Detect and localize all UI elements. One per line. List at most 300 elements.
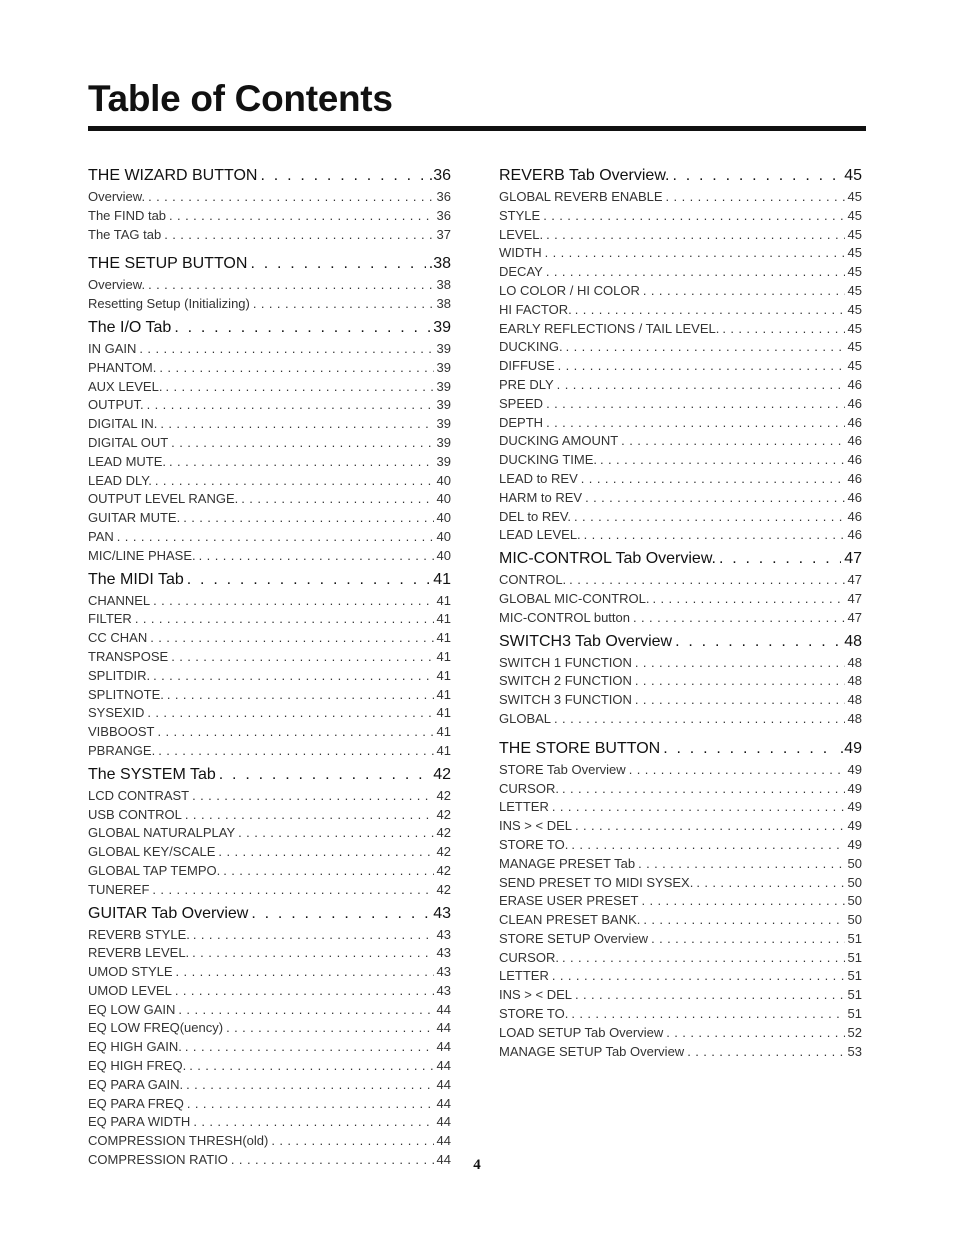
toc-entry-title: EQ HIGH FREQ.: [88, 1058, 187, 1074]
toc-page-number: 52: [847, 1024, 862, 1040]
toc-entry-title: SYSEXID: [88, 705, 145, 721]
toc-page-number: 48: [847, 692, 862, 708]
toc-entry[interactable]: [499, 302, 862, 321]
toc-entry[interactable]: [88, 1114, 451, 1133]
toc-page-number: 41: [433, 570, 451, 588]
toc-entry-title: EQ PARA GAIN.: [88, 1076, 184, 1092]
toc-page-number: 37: [436, 226, 451, 242]
toc-entry[interactable]: [88, 611, 451, 630]
toc-page-number: 50: [847, 874, 862, 890]
toc-entry[interactable]: [499, 509, 862, 528]
toc-entry[interactable]: [499, 283, 862, 302]
toc-leader-dots: [629, 762, 845, 777]
toc-leader-dots: [643, 912, 844, 927]
toc-page-number: 39: [436, 340, 451, 356]
toc-leader-dots: [574, 509, 845, 524]
toc-leader-dots: [566, 339, 845, 354]
toc-leader-dots: [218, 844, 433, 859]
toc-page-number: 36: [436, 207, 451, 223]
toc-page-number: 50: [847, 912, 862, 928]
toc-leader-dots: [175, 983, 434, 998]
toc-page-number: 50: [847, 893, 862, 909]
toc-page-number: 41: [436, 742, 451, 758]
toc-entry-title: LOAD SETUP Tab Overview: [499, 1024, 664, 1040]
toc-entry-title: DUCKING TIME.: [499, 452, 597, 468]
toc-entry[interactable]: [88, 491, 451, 510]
toc-entry-title: FILTER: [88, 611, 132, 627]
toc-section-heading[interactable]: [88, 319, 451, 341]
toc-page-number: 44: [436, 1114, 451, 1130]
toc-page-number: 49: [847, 818, 862, 834]
toc-page-number: 47: [847, 572, 862, 588]
toc-leader-dots: [672, 167, 841, 185]
toc-leader-dots: [167, 687, 434, 702]
toc-entry[interactable]: [499, 610, 862, 629]
toc-page-number: 42: [436, 806, 451, 822]
toc-entry-title: HARM to REV: [499, 489, 583, 505]
toc-page-number: 41: [436, 705, 451, 721]
toc-entry[interactable]: [499, 893, 862, 912]
toc-page-number: 42: [436, 881, 451, 897]
toc-page-number: 44: [436, 1001, 451, 1017]
toc-leader-dots: [147, 397, 434, 412]
toc-leader-dots: [219, 766, 430, 784]
toc-leader-dots: [176, 964, 434, 979]
toc-entry-title: The MIDI Tab: [88, 570, 184, 588]
toc-leader-dots: [569, 572, 844, 587]
toc-entry[interactable]: [499, 673, 862, 692]
toc-leader-dots: [148, 277, 433, 292]
toc-entry[interactable]: [88, 743, 451, 762]
toc-entry-title: COMPRESSION RATIO: [88, 1152, 228, 1168]
toc-entry-title: MIC-CONTROL button: [499, 609, 630, 625]
toc-page-number: 46: [847, 508, 862, 524]
toc-leader-dots: [633, 610, 845, 625]
toc-entry[interactable]: [499, 856, 862, 875]
toc-entry-title: LCD CONTRAST: [88, 787, 190, 803]
toc-page-number: 51: [847, 968, 862, 984]
toc-page-number: 44: [436, 1039, 451, 1055]
toc-section-heading[interactable]: [88, 571, 451, 593]
toc-entry-title: DUCKING.: [499, 339, 563, 355]
toc-page-number: 51: [847, 930, 862, 946]
toc-entry-title: UMOD LEVEL: [88, 982, 172, 998]
toc-page-number: 46: [847, 414, 862, 430]
toc-page-number: 45: [847, 339, 862, 355]
toc-leader-dots: [687, 1044, 844, 1059]
toc-entry[interactable]: [88, 807, 451, 826]
toc-entry[interactable]: [499, 912, 862, 931]
toc-entry[interactable]: [88, 705, 451, 724]
toc-leader-dots: [652, 591, 844, 606]
toc-entry-title: DEL to REV.: [499, 508, 572, 524]
toc-entry-title: REVERB STYLE.: [88, 926, 190, 942]
toc-leader-dots: [552, 968, 845, 983]
toc-page-number: 44: [436, 1133, 451, 1149]
toc-entry-title: GLOBAL MIC-CONTROL.: [499, 590, 650, 606]
toc-entry[interactable]: [88, 687, 451, 706]
toc-entry[interactable]: [499, 415, 862, 434]
toc-leader-dots: [189, 1058, 433, 1073]
toc-entry-title: DIFFUSE: [499, 358, 555, 374]
toc-entry-title: REVERB LEVEL.: [88, 945, 190, 961]
toc-page-number: 53: [847, 1043, 862, 1059]
page-title: Table of Contents: [88, 78, 393, 119]
toc-page-number: 44: [436, 1076, 451, 1092]
toc-entry[interactable]: [499, 264, 862, 283]
toc-entry[interactable]: [88, 882, 451, 901]
toc-leader-dots: [193, 927, 434, 942]
toc-page-number: 43: [436, 926, 451, 942]
toc-entry[interactable]: [499, 875, 862, 894]
toc-entry[interactable]: [88, 668, 451, 687]
toc-page-number: 39: [436, 453, 451, 469]
toc-leader-dots: [171, 649, 433, 664]
toc-entry-title: OUTPUT.: [88, 397, 144, 413]
toc-leader-dots: [675, 633, 841, 651]
toc-entry[interactable]: [499, 358, 862, 377]
toc-entry[interactable]: [88, 1077, 451, 1096]
toc-entry-title: USB CONTROL: [88, 806, 182, 822]
toc-leader-dots: [600, 452, 845, 467]
toc-leader-dots: [543, 208, 844, 223]
toc-entry[interactable]: [88, 227, 451, 246]
toc-page-number: 45: [847, 320, 862, 336]
toc-entry-title: VIBBOOST: [88, 724, 155, 740]
toc-entry[interactable]: [88, 724, 451, 743]
toc-leader-dots: [159, 360, 433, 375]
toc-leader-dots: [575, 987, 845, 1002]
toc-entry[interactable]: [88, 208, 451, 227]
toc-entry[interactable]: [88, 189, 451, 208]
toc-entry-title: Resetting Setup (Initializing): [88, 296, 250, 312]
toc-entry[interactable]: [88, 945, 451, 964]
toc-page-number: 47: [844, 550, 862, 568]
toc-leader-dots: [643, 283, 845, 298]
toc-page-number: 41: [436, 592, 451, 608]
toc-page-number: 45: [847, 301, 862, 317]
toc-leader-dots: [584, 527, 845, 542]
toc-entry[interactable]: [88, 435, 451, 454]
toc-entry[interactable]: [88, 1058, 451, 1077]
toc-entry[interactable]: [88, 397, 451, 416]
toc-page-number: 39: [433, 318, 451, 336]
toc-entry-title: WIDTH: [499, 245, 542, 261]
toc-entry[interactable]: [88, 1133, 451, 1152]
toc-entry-title: SWITCH 1 FUNCTION: [499, 654, 632, 670]
toc-leader-dots: [135, 611, 434, 626]
toc-entry[interactable]: [499, 471, 862, 490]
toc-entry[interactable]: [499, 189, 862, 208]
toc-leader-dots: [545, 245, 845, 260]
toc-entry-title: STORE SETUP Overview: [499, 930, 649, 946]
toc-entry[interactable]: [88, 593, 451, 612]
toc-entry[interactable]: [499, 655, 862, 674]
toc-entry-title: LETTER: [499, 968, 549, 984]
toc-leader-dots: [178, 1002, 433, 1017]
toc-leader-dots: [546, 264, 845, 279]
toc-entry[interactable]: [88, 630, 451, 649]
toc-entry-title: DIGITAL IN.: [88, 416, 158, 432]
toc-entry[interactable]: [88, 529, 451, 548]
toc-section-heading[interactable]: [88, 255, 451, 277]
toc-entry[interactable]: [88, 927, 451, 946]
toc-entry[interactable]: [88, 964, 451, 983]
toc-leader-dots: [271, 1133, 433, 1148]
toc-entry-title: INS > < DEL: [499, 818, 572, 834]
toc-entry[interactable]: [499, 339, 862, 358]
toc-entry[interactable]: [499, 1006, 862, 1025]
toc-entry-title: EQ LOW GAIN: [88, 1001, 176, 1017]
toc-entry[interactable]: [88, 649, 451, 668]
toc-page-number: 43: [433, 904, 451, 922]
toc-entry[interactable]: [499, 1044, 862, 1063]
toc-leader-dots: [552, 799, 845, 814]
title-rule: [88, 126, 866, 131]
toc-leader-dots: [185, 807, 434, 822]
toc-leader-dots: [150, 630, 433, 645]
toc-page-number: 39: [436, 434, 451, 450]
toc-entry-title: STYLE: [499, 207, 541, 223]
toc-entry-title: The FIND tab: [88, 207, 167, 223]
toc-entry-title: OUTPUT LEVEL RANGE.: [88, 491, 239, 507]
toc-entry-title: LEAD LEVEL.: [499, 527, 581, 543]
toc-section-heading[interactable]: [88, 766, 451, 788]
toc-entry-title: LEAD DLY.: [88, 472, 152, 488]
toc-entry[interactable]: [499, 245, 862, 264]
toc-entry-title: EQ HIGH GAIN.: [88, 1039, 182, 1055]
toc-entry[interactable]: [499, 490, 862, 509]
toc-page-number: 41: [436, 667, 451, 683]
toc-entry-title: DIGITAL OUT: [88, 434, 169, 450]
toc-leader-dots: [571, 837, 844, 852]
toc-entry-title: THE WIZARD BUTTON: [88, 167, 258, 184]
toc-page-number: 45: [847, 264, 862, 280]
toc-leader-dots: [722, 321, 844, 336]
toc-page-number: 42: [433, 765, 451, 783]
toc-entry-title: SWITCH 3 FUNCTION: [499, 692, 632, 708]
toc-entry-title: The I/O Tab: [88, 318, 172, 336]
toc-page-number: 47: [847, 590, 862, 606]
toc-leader-dots: [663, 740, 837, 758]
toc-leader-dots: [187, 571, 430, 589]
toc-entry[interactable]: [88, 277, 451, 296]
toc-entry-title: The TAG tab: [88, 226, 162, 242]
toc-page-number: 51: [847, 1006, 862, 1022]
toc-page-number: 46: [847, 489, 862, 505]
toc-leader-dots: [185, 1039, 434, 1054]
toc-entry-title: INS > < DEL: [499, 987, 572, 1003]
toc-page-number: .38: [428, 255, 451, 273]
toc-page-number: 38: [436, 277, 451, 293]
toc-leader-dots: [192, 788, 433, 803]
toc-section-heading[interactable]: [499, 550, 862, 572]
toc-entry[interactable]: [499, 692, 862, 711]
toc-entry-title: DUCKING AMOUNT: [499, 433, 619, 449]
toc-entry-title: TUNEREF: [88, 881, 150, 897]
toc-entry[interactable]: [499, 396, 862, 415]
toc-entry[interactable]: [499, 762, 862, 781]
toc-leader-dots: [241, 491, 433, 506]
toc-entry[interactable]: [88, 510, 451, 529]
toc-leader-dots: [171, 435, 433, 450]
toc-entry[interactable]: [499, 433, 862, 452]
toc-entry-title: LO COLOR / HI COLOR: [499, 282, 640, 298]
toc-section-heading[interactable]: [88, 905, 451, 927]
toc-page-number: 41: [436, 611, 451, 627]
toc-leader-dots: [253, 296, 434, 311]
toc-leader-dots: [139, 341, 433, 356]
toc-leader-dots: [186, 1077, 433, 1092]
page-number: 4: [473, 1157, 481, 1173]
toc-page-number: 49: [847, 780, 862, 796]
toc-entry[interactable]: [88, 548, 451, 567]
toc-entry[interactable]: [88, 844, 451, 863]
toc-page-number: 39: [436, 416, 451, 432]
toc-entry-title: TRANSPOSE: [88, 648, 169, 664]
toc-page-number: 38: [436, 296, 451, 312]
toc-page-number: 44: [436, 1058, 451, 1074]
toc-leader-dots: [546, 415, 844, 430]
toc-page-number: 42: [436, 844, 451, 860]
toc-entry[interactable]: [88, 1039, 451, 1058]
toc-entry-title: GLOBAL TAP TEMPO.: [88, 862, 221, 878]
toc-leader-dots: [155, 473, 434, 488]
toc-leader-dots: [666, 1025, 844, 1040]
toc-entry-title: PBRANGE.: [88, 742, 156, 758]
toc-entry[interactable]: [499, 527, 862, 546]
toc-entry[interactable]: [499, 818, 862, 837]
toc-entry[interactable]: [499, 591, 862, 610]
toc-leader-dots: [183, 510, 433, 525]
toc-entry-title: EQ LOW FREQ(uency): [88, 1020, 224, 1036]
toc-entry-title: SWITCH 2 FUNCTION: [499, 673, 632, 689]
toc-section-heading[interactable]: [499, 633, 862, 655]
toc-entry[interactable]: [88, 863, 451, 882]
toc-leader-dots: [153, 668, 433, 683]
toc-section-heading[interactable]: [499, 740, 862, 762]
toc-page-number: 49: [847, 799, 862, 815]
toc-entry[interactable]: [499, 321, 862, 340]
toc-page-number: 42: [436, 825, 451, 841]
toc-entry-title: PHANTOM.: [88, 359, 157, 375]
toc-entry[interactable]: [88, 473, 451, 492]
toc-leader-dots: [174, 319, 430, 337]
toc-entry[interactable]: [88, 825, 451, 844]
toc-page-number: 45: [844, 167, 862, 184]
toc-entry-title: PRE DLY: [499, 376, 554, 392]
toc-leader-dots: [226, 1020, 433, 1035]
toc-entry[interactable]: [88, 1002, 451, 1021]
toc-entry[interactable]: [499, 227, 862, 246]
toc-entry[interactable]: [499, 711, 862, 730]
toc-entry[interactable]: [499, 781, 862, 800]
toc-leader-dots: [719, 550, 841, 568]
toc-entry[interactable]: [499, 837, 862, 856]
toc-entry[interactable]: [88, 296, 451, 315]
toc-entry-title: DEPTH: [499, 414, 544, 430]
toc-entry[interactable]: [499, 377, 862, 396]
toc-entry[interactable]: [499, 452, 862, 471]
toc-entry-title: STORE Tab Overview: [499, 761, 626, 777]
toc-leader-dots: [117, 529, 434, 544]
toc-entry-title: SEND PRESET TO MIDI SYSEX.: [499, 874, 694, 890]
toc-entry-title: The SYSTEM Tab: [88, 765, 216, 783]
toc-leader-dots: [160, 416, 433, 431]
toc-entry-title: EARLY REFLECTIONS / TAIL LEVEL.: [499, 320, 720, 336]
toc-leader-dots: [558, 358, 845, 373]
toc-entry-title: IN GAIN: [88, 340, 137, 356]
toc-leader-dots: [641, 893, 844, 908]
toc-entry[interactable]: [499, 950, 862, 969]
toc-page-number: 45: [847, 226, 862, 242]
toc-entry[interactable]: [88, 788, 451, 807]
toc-leader-dots: [152, 882, 433, 897]
toc-entry[interactable]: [499, 987, 862, 1006]
toc-leader-dots: [192, 945, 433, 960]
toc-entry-title: SWITCH3 Tab Overview: [499, 632, 673, 650]
toc-entry[interactable]: [88, 416, 451, 435]
toc-entry[interactable]: [499, 572, 862, 591]
toc-entry-title: REVERB Tab Overview.: [499, 167, 670, 184]
toc-page-number: 45: [847, 207, 862, 223]
toc-entry[interactable]: [88, 1020, 451, 1039]
toc-entry-title: CURSOR.: [499, 780, 559, 796]
toc-entry-title: CONTROL.: [499, 572, 567, 588]
toc-entry-title: GLOBAL KEY/SCALE: [88, 844, 216, 860]
toc-entry-title: CLEAN PRESET BANK.: [499, 912, 641, 928]
toc-leader-dots: [621, 433, 844, 448]
toc-leader-dots: [554, 711, 845, 726]
toc-entry[interactable]: [88, 379, 451, 398]
toc-entry-title: MANAGE SETUP Tab Overview: [499, 1043, 685, 1059]
toc-page-number: 48: [847, 654, 862, 670]
toc-page-number: 42: [436, 787, 451, 803]
toc-leader-dots: [260, 167, 425, 185]
toc-entry[interactable]: [499, 208, 862, 227]
toc-page-number: 51: [847, 987, 862, 1003]
toc-section-heading[interactable]: [88, 167, 451, 189]
toc-leader-dots: [199, 548, 434, 563]
toc-entry[interactable]: [88, 454, 451, 473]
toc-entry[interactable]: [499, 968, 862, 987]
toc-leader-dots: [666, 189, 845, 204]
toc-entry-title: SPLITDIR.: [88, 667, 151, 683]
toc-entry[interactable]: [88, 360, 451, 379]
toc-entry-title: HI FACTOR.: [499, 301, 572, 317]
toc-page-number: 41: [436, 686, 451, 702]
toc-entry[interactable]: [499, 1025, 862, 1044]
toc-entry[interactable]: [88, 1096, 451, 1115]
toc-leader-dots: [158, 743, 433, 758]
toc-section-heading[interactable]: [499, 167, 862, 189]
toc-entry-title: GLOBAL NATURALPLAY: [88, 825, 236, 841]
toc-page-number: 44: [436, 1152, 451, 1168]
toc-entry[interactable]: [499, 931, 862, 950]
toc-page-number: 41: [436, 724, 451, 740]
toc-entry[interactable]: [88, 983, 451, 1002]
toc-leader-dots: [635, 655, 845, 670]
toc-entry-title: DECAY: [499, 264, 543, 280]
toc-entry-title: UMOD STYLE: [88, 964, 173, 980]
toc-entry[interactable]: [499, 799, 862, 818]
toc-entry-title: EQ PARA WIDTH: [88, 1114, 191, 1130]
toc-page-number: .36: [428, 167, 451, 184]
toc-entry[interactable]: [88, 341, 451, 360]
toc-leader-dots: [169, 454, 434, 469]
toc-entry-title: STORE TO.: [499, 1006, 569, 1022]
toc-entry-title: SPEED: [499, 395, 544, 411]
